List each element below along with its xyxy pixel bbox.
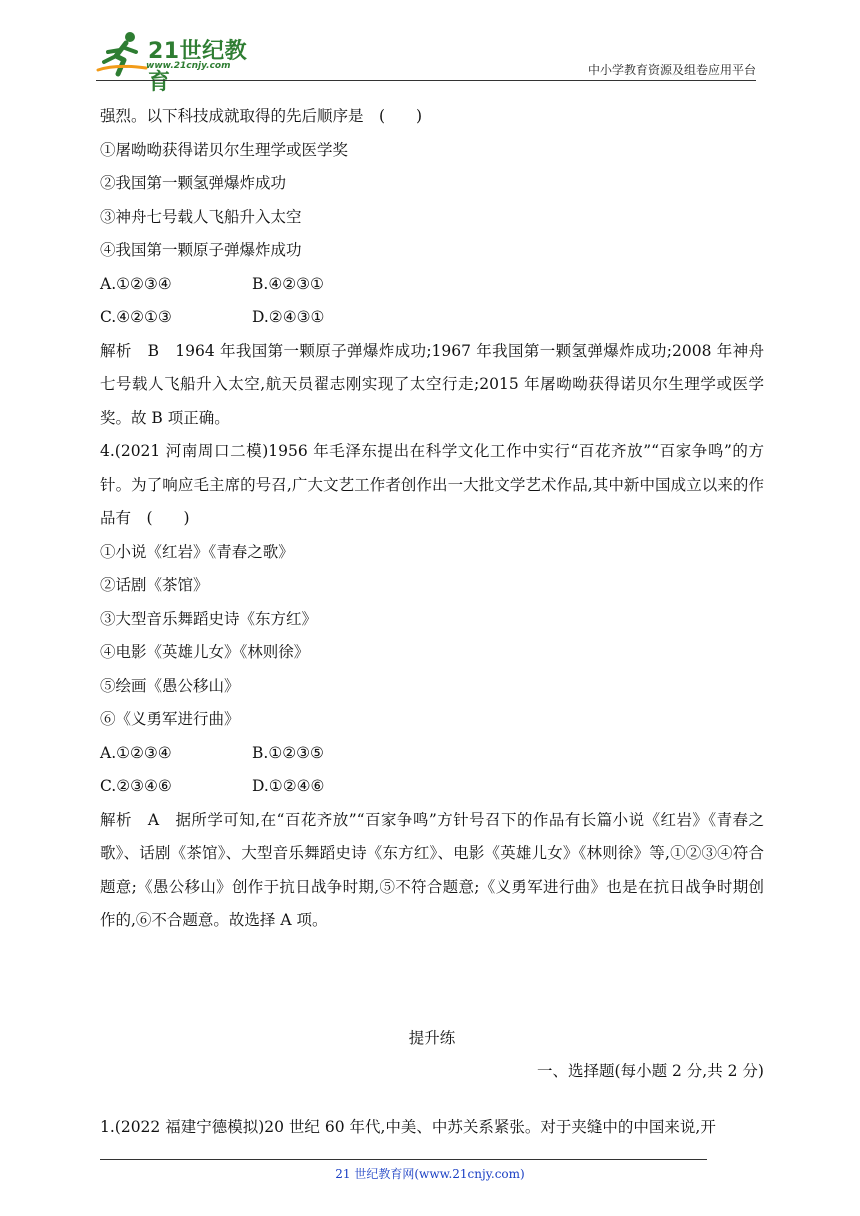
q3-option-b: B.④②③① bbox=[252, 274, 324, 293]
q4-item-3: ③大型音乐舞蹈史诗《东方红》 bbox=[100, 609, 318, 628]
q4-item-5: ⑤绘画《愚公移山》 bbox=[100, 676, 240, 695]
logo-url: www.21cnjy.com bbox=[146, 61, 231, 71]
q4-item-1: ①小说《红岩》《青春之歌》 bbox=[100, 542, 294, 561]
q3-stem-tail: 强烈。以下科技成就取得的先后顺序是 ( ) bbox=[100, 107, 423, 125]
q4-stem: 4.(2021 河南周口二模)1956 年毛泽东提出在科学文化工作中实行“百花齐放”“百家争鸣”的方针。为了响应毛主席的号召,广大文艺工作者创作出一大批文学艺术作品,其中新中国成立以来的作品有 ( ) bbox=[100, 442, 764, 527]
footer-divider bbox=[100, 1159, 707, 1160]
q3-option-d: D.②④③① bbox=[252, 308, 325, 326]
q4-item-4: ④电影《英雄儿女》《林则徐》 bbox=[100, 643, 310, 661]
q3-item-2: ②我国第一颗氢弹爆炸成功 bbox=[100, 174, 287, 192]
q3-item-3: ③神舟七号载人飞船升入太空 bbox=[100, 207, 302, 226]
q4-option-a: A.①②③④ bbox=[100, 743, 172, 762]
q3-options-row-1 bbox=[100, 268, 764, 302]
section-subtitle: 一、选择题(每小题 2 分,共 2 分) bbox=[537, 1062, 764, 1080]
q3-option-c: C.④②①③ bbox=[100, 308, 172, 326]
page-header bbox=[0, 0, 860, 95]
q4-option-b: B.①②③⑤ bbox=[252, 743, 324, 762]
q3-item-4: ④我国第一颗原子弹爆炸成功 bbox=[100, 241, 302, 259]
q3-option-a: A.①②③④ bbox=[100, 274, 172, 293]
q4-item-6: ⑥《义勇军进行曲》 bbox=[100, 710, 240, 728]
runner-logo-icon bbox=[96, 30, 148, 80]
page-content bbox=[100, 100, 764, 1144]
next-question-stem: 1.(2022 福建宁德模拟)20 世纪 60 年代,中美、中苏关系紧张。对于夹缝中的中国来说,开 bbox=[100, 1117, 716, 1136]
q3-item-1: ①屠呦呦获得诺贝尔生理学或医学奖 bbox=[100, 140, 349, 159]
section-title: 提升练 bbox=[408, 1028, 456, 1047]
logo-text: 21世纪教育 bbox=[148, 39, 248, 95]
q3-analysis: 解析 B 1964 年我国第一颗原子弹爆炸成功;1967 年我国第一颗氢弹爆炸成功;2008 年神舟七号载人飞船升入太空,航天员翟志刚实现了太空行走;2015 年屠呦呦获得诺贝尔生理学或医学奖。故 B 项正确。 bbox=[100, 341, 764, 427]
q4-analysis: 解析 A 据所学可知,在“百花齐放”“百家争鸣”方针号召下的作品有长篇小说《红岩》《青春之歌》、话剧《茶馆》、大型音乐舞蹈史诗《东方红》、电影《英雄儿女》《林则徐》等,①②③④符合题意;《愚公移山》创作于抗日战争时期,⑤不符合题意;《义勇军进行曲》也是在抗日战争时期创作的,⑥不合题意。故选择 A 项。 bbox=[100, 810, 764, 929]
q4-options-row-2 bbox=[100, 770, 764, 804]
page-footer: 21 世纪教育网(www.21cnjy.com) bbox=[335, 1167, 525, 1181]
q4-option-c: C.②③④⑥ bbox=[100, 777, 172, 795]
q4-option-d: D.①②④⑥ bbox=[252, 777, 325, 795]
q3-options-row-2 bbox=[100, 301, 764, 335]
q4-options-row-1 bbox=[100, 737, 764, 771]
site-logo bbox=[96, 30, 266, 95]
header-divider bbox=[96, 80, 756, 81]
q4-item-2: ②话剧《茶馆》 bbox=[100, 576, 209, 594]
header-platform-text: 中小学教育资源及组卷应用平台 bbox=[587, 63, 756, 77]
